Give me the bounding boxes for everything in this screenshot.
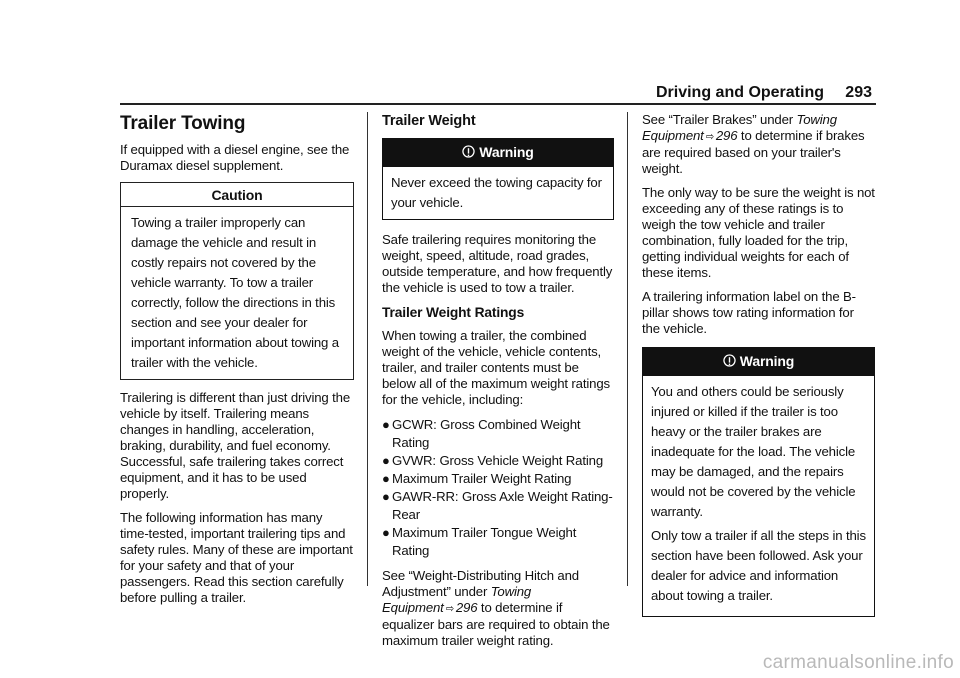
warning-heading bbox=[383, 139, 613, 167]
warning-box bbox=[642, 347, 875, 617]
list-item: ● GAWR-RR: Gross Axle Weight Rating-Rear bbox=[382, 489, 613, 522]
column-divider bbox=[367, 112, 368, 586]
column-3 bbox=[642, 112, 875, 629]
paragraph: A trailering information label on the B-pillar shows tow rating information for the vehicle. bbox=[642, 289, 856, 336]
warning-box bbox=[382, 138, 614, 220]
page-title: Trailer Towing bbox=[120, 113, 246, 134]
paragraph: The following information has many time-tested, important trailering tips and safety rules. Many of these are important for your safety and that of your passengers. Read this section carefully before pulling a trailer. bbox=[120, 510, 353, 605]
paragraph: Safe trailering requires monitoring the weight, speed, altitude, road grades, outside temperature, and how frequently the vehicle is used to tow a trailer. bbox=[382, 232, 613, 295]
paragraph: Trailering is different than just driving the vehicle by itself. Trailering means changes in handling, acceleration, braking, durability, and fuel economy. Successful, safe trailering takes correct equipment, and it has to be used properly. bbox=[120, 390, 351, 501]
list-item: ● Maximum Trailer Tongue Weight Rating bbox=[382, 525, 577, 558]
page-ref-arrow-icon: ⇨ bbox=[705, 131, 714, 143]
cross-reference-link[interactable]: Towing Equipment bbox=[642, 112, 837, 143]
bullet-icon: ● bbox=[382, 453, 390, 468]
section-title: Driving and Operating bbox=[655, 84, 824, 101]
bullet-icon: ● bbox=[382, 525, 390, 540]
bullet-icon: ● bbox=[382, 471, 390, 486]
warning-heading-label: Warning bbox=[479, 144, 534, 160]
column-2 bbox=[382, 112, 614, 657]
list-item: ● GCWR: Gross Combined Weight Rating bbox=[382, 417, 581, 450]
ratings-list bbox=[382, 416, 614, 560]
warning-text: You and others could be seriously injured or killed if the trailer is too heavy or the trailer brakes are inadequate for the load. The vehicle may be damaged, and the repairs would not be covered by the vehicle warranty. Only tow a trailer if all the steps in this section have been followed. Ask your dealer for advice and information about towing a trailer. bbox=[651, 384, 866, 603]
list-item: ● Maximum Trailer Weight Rating bbox=[382, 471, 572, 486]
warning-heading bbox=[643, 348, 874, 376]
paragraph: See “Weight-Distributing Hitch and Adjustment” under Towing Equipment ⇨ 296 to determine if equalizer bars are required to obtain the maximum trailer weight rating. bbox=[382, 568, 610, 648]
subheading: Trailer Weight Ratings bbox=[382, 305, 525, 320]
header-rule bbox=[120, 103, 876, 105]
column-1 bbox=[120, 112, 354, 614]
page-number: 293 bbox=[845, 84, 872, 101]
page-ref-arrow-icon: ⇨ bbox=[445, 603, 454, 615]
cross-reference-page[interactable]: 296 bbox=[455, 600, 478, 615]
warning-icon bbox=[462, 145, 475, 162]
caution-heading: Caution bbox=[121, 183, 353, 207]
warning-icon bbox=[723, 354, 736, 371]
cross-reference-page[interactable]: 296 bbox=[715, 128, 738, 143]
caution-text: Towing a trailer improperly can damage the vehicle and result in costly repairs not covered by the vehicle warranty. To tow a trailer correctly, follow the directions in this section and see your dealer for important information about towing a trailer with the vehicle. bbox=[131, 215, 339, 370]
section-heading: Trailer Weight bbox=[382, 113, 476, 129]
column-divider bbox=[627, 112, 628, 586]
paragraph: See “Trailer Brakes” under Towing Equipment ⇨ 296 to determine if brakes are required based on your trailer's weight. bbox=[642, 112, 865, 176]
warning-text: Never exceed the towing capacity for your vehicle. bbox=[391, 175, 602, 210]
bullet-icon: ● bbox=[382, 489, 390, 504]
list-item: ● GVWR: Gross Vehicle Weight Rating bbox=[382, 453, 604, 468]
watermark: carmanualsonline.info bbox=[762, 652, 954, 673]
paragraph: When towing a trailer, the combined weight of the vehicle, vehicle contents, trailer, and trailer contents must be below all of the maximum weight ratings for the vehicle, including: bbox=[382, 328, 610, 407]
cross-reference-link[interactable]: Towing Equipment bbox=[382, 584, 532, 615]
bullet-icon: ● bbox=[382, 417, 390, 432]
caution-box bbox=[120, 182, 354, 380]
intro-paragraph: If equipped with a diesel engine, see the Duramax diesel supplement. bbox=[120, 142, 350, 173]
warning-heading-label: Warning bbox=[739, 353, 795, 369]
paragraph: The only way to be sure the weight is not exceeding any of these ratings is to weigh the tow vehicle and trailer combination, fully loaded for the trip, getting individual weights for each of these items. bbox=[642, 185, 875, 280]
